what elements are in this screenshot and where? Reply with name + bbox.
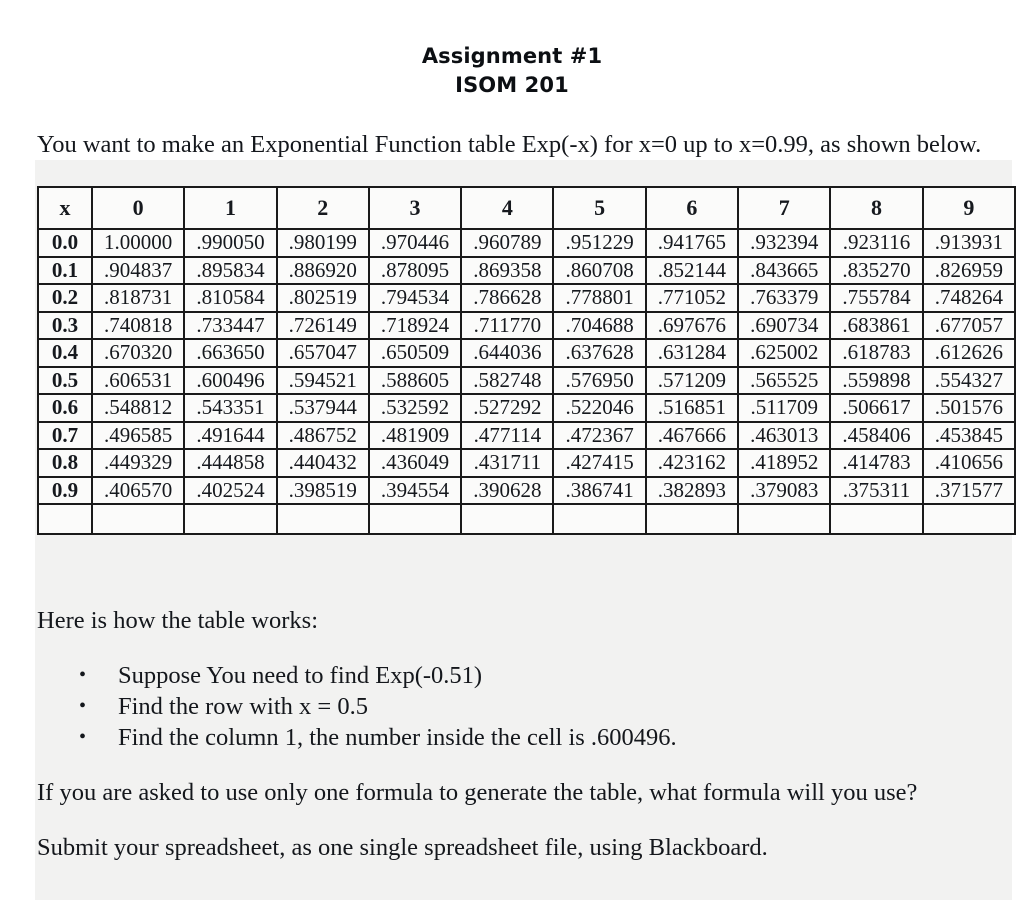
table-cell <box>277 504 369 534</box>
column-header-6: 6 <box>646 187 738 229</box>
instruction-bullet-list <box>37 660 977 753</box>
table-cell: .663650 <box>184 339 276 367</box>
table-cell: .588605 <box>369 367 461 395</box>
table-cell: .436049 <box>369 449 461 477</box>
column-header-1: 1 <box>184 187 276 229</box>
table-cell: .852144 <box>646 257 738 285</box>
row-header: 0.1 <box>38 257 92 285</box>
bullet-point-icon: • <box>79 695 87 717</box>
table-cell: .402524 <box>184 477 276 505</box>
table-cell <box>738 504 830 534</box>
table-cell: .818731 <box>92 284 184 312</box>
table-cell: .491644 <box>184 422 276 450</box>
table-cell: .486752 <box>277 422 369 450</box>
table-cell: .826959 <box>923 257 1015 285</box>
table-cell: .794534 <box>369 284 461 312</box>
column-header-4: 4 <box>461 187 553 229</box>
table-cell: .618783 <box>830 339 922 367</box>
table-cell: .414783 <box>830 449 922 477</box>
table-row <box>38 394 1015 422</box>
table-cell: .554327 <box>923 367 1015 395</box>
table-cell: .697676 <box>646 312 738 340</box>
table-cell: .382893 <box>646 477 738 505</box>
table-cell: .869358 <box>461 257 553 285</box>
table-cell: .711770 <box>461 312 553 340</box>
column-header-5: 5 <box>553 187 645 229</box>
table-body <box>38 229 1015 534</box>
column-header-2: 2 <box>277 187 369 229</box>
row-header <box>38 504 92 534</box>
table-cell: .398519 <box>277 477 369 505</box>
table-cell: .718924 <box>369 312 461 340</box>
table-cell: .418952 <box>738 449 830 477</box>
list-item-label: Suppose You need to find Exp(-0.51) <box>118 662 483 689</box>
table-cell: .670320 <box>92 339 184 367</box>
table-cell: .886920 <box>277 257 369 285</box>
row-header: 0.2 <box>38 284 92 312</box>
table-cell: .440432 <box>277 449 369 477</box>
list-item-label: Find the column 1, the number inside the cell is .600496. <box>118 724 677 751</box>
table-cell: .895834 <box>184 257 276 285</box>
table-cell: .600496 <box>184 367 276 395</box>
table-cell: .527292 <box>461 394 553 422</box>
table-cell: .932394 <box>738 229 830 257</box>
column-header-3: 3 <box>369 187 461 229</box>
table-cell: .427415 <box>553 449 645 477</box>
table-cell: .771052 <box>646 284 738 312</box>
table-cell: .690734 <box>738 312 830 340</box>
table-cell: .650509 <box>369 339 461 367</box>
course-code: ISOM 201 <box>455 73 569 97</box>
column-header-8: 8 <box>830 187 922 229</box>
table-cell: .410656 <box>923 449 1015 477</box>
table-cell: .467666 <box>646 422 738 450</box>
table-cell: .477114 <box>461 422 553 450</box>
table-cell: .778801 <box>553 284 645 312</box>
table-cell: .576950 <box>553 367 645 395</box>
table-cell: .506617 <box>830 394 922 422</box>
table-row <box>38 312 1015 340</box>
table-cell: .449329 <box>92 449 184 477</box>
table-cell: .537944 <box>277 394 369 422</box>
table-cell: .582748 <box>461 367 553 395</box>
table-cell: .571209 <box>646 367 738 395</box>
table-cell: .913931 <box>923 229 1015 257</box>
table-cell: .548812 <box>92 394 184 422</box>
table-cell: .458406 <box>830 422 922 450</box>
table-row <box>38 449 1015 477</box>
table-row <box>38 257 1015 285</box>
formula-question: If you are asked to use only one formula to generate the table, what formula will you use? <box>37 779 918 806</box>
list-item <box>37 660 977 691</box>
table-cell: .755784 <box>830 284 922 312</box>
bullet-point-icon: • <box>79 664 87 686</box>
table-cell: .786628 <box>461 284 553 312</box>
table-cell: .748264 <box>923 284 1015 312</box>
table-cell: .683861 <box>830 312 922 340</box>
row-header: 0.3 <box>38 312 92 340</box>
table-cell: .810584 <box>184 284 276 312</box>
table-cell: .511709 <box>738 394 830 422</box>
table-cell: .951229 <box>553 229 645 257</box>
row-header: 0.6 <box>38 394 92 422</box>
table-cell: .740818 <box>92 312 184 340</box>
table-cell: .631284 <box>646 339 738 367</box>
exponential-function-table <box>37 186 1016 535</box>
table-cell: .444858 <box>184 449 276 477</box>
table-cell: .394554 <box>369 477 461 505</box>
table-cell <box>92 504 184 534</box>
table-cell: .375311 <box>830 477 922 505</box>
howto-heading: Here is how the table works: <box>37 607 318 634</box>
table-cell: .677057 <box>923 312 1015 340</box>
column-header-0: 0 <box>92 187 184 229</box>
column-header-7: 7 <box>738 187 830 229</box>
table-cell: .386741 <box>553 477 645 505</box>
table-cell: .371577 <box>923 477 1015 505</box>
table-cell: .878095 <box>369 257 461 285</box>
table-cell <box>461 504 553 534</box>
table-cell: .379083 <box>738 477 830 505</box>
table-cell: .657047 <box>277 339 369 367</box>
table-cell: .704688 <box>553 312 645 340</box>
list-item <box>37 691 977 722</box>
table-header <box>38 187 1015 229</box>
table-cell: .431711 <box>461 449 553 477</box>
table-cell: .763379 <box>738 284 830 312</box>
list-item-label: Find the row with x = 0.5 <box>118 693 368 720</box>
row-header: 0.4 <box>38 339 92 367</box>
table-cell: .594521 <box>277 367 369 395</box>
table-corner-header: x <box>38 187 92 229</box>
list-item <box>37 722 977 753</box>
table-cell: .637628 <box>553 339 645 367</box>
table-cell: .733447 <box>184 312 276 340</box>
table-cell: .501576 <box>923 394 1015 422</box>
table-cell: .941765 <box>646 229 738 257</box>
table-cell: .970446 <box>369 229 461 257</box>
table-cell: .390628 <box>461 477 553 505</box>
submission-instruction: Submit your spreadsheet, as one single spreadsheet file, using Blackboard. <box>37 834 768 861</box>
table-cell: .835270 <box>830 257 922 285</box>
table-cell: .406570 <box>92 477 184 505</box>
table-cell: .496585 <box>92 422 184 450</box>
table-cell: .522046 <box>553 394 645 422</box>
table-cell: .472367 <box>553 422 645 450</box>
column-header-9: 9 <box>923 187 1015 229</box>
table-row <box>38 422 1015 450</box>
row-header: 0.5 <box>38 367 92 395</box>
table-cell <box>923 504 1015 534</box>
table-cell: .453845 <box>923 422 1015 450</box>
document-header <box>0 42 1024 100</box>
table-cell: .516851 <box>646 394 738 422</box>
table-cell: .565525 <box>738 367 830 395</box>
row-header: 0.7 <box>38 422 92 450</box>
row-header: 0.9 <box>38 477 92 505</box>
table-row <box>38 229 1015 257</box>
table-cell: .960789 <box>461 229 553 257</box>
table-header-row <box>38 187 1015 229</box>
table-cell: .990050 <box>184 229 276 257</box>
table-cell <box>553 504 645 534</box>
table-cell: .532592 <box>369 394 461 422</box>
row-header: 0.8 <box>38 449 92 477</box>
row-header: 0.0 <box>38 229 92 257</box>
table-cell: .843665 <box>738 257 830 285</box>
table-cell: .644036 <box>461 339 553 367</box>
table-cell <box>369 504 461 534</box>
table-cell: .860708 <box>553 257 645 285</box>
table-cell: .463013 <box>738 422 830 450</box>
table-row <box>38 504 1015 534</box>
table-cell: .481909 <box>369 422 461 450</box>
table-cell <box>646 504 738 534</box>
table-cell: .923116 <box>830 229 922 257</box>
table-row <box>38 367 1015 395</box>
table-cell: .726149 <box>277 312 369 340</box>
table-cell: .423162 <box>646 449 738 477</box>
table-cell: .980199 <box>277 229 369 257</box>
table-cell: .543351 <box>184 394 276 422</box>
table-cell: .559898 <box>830 367 922 395</box>
table-row <box>38 339 1015 367</box>
table-cell: .612626 <box>923 339 1015 367</box>
table-cell: .904837 <box>92 257 184 285</box>
table-cell: .625002 <box>738 339 830 367</box>
table-cell: .802519 <box>277 284 369 312</box>
bullet-point-icon: • <box>79 726 87 748</box>
intro-paragraph: You want to make an Exponential Function table Exp(-x) for x=0 up to x=0.99, as shown below. <box>37 131 982 158</box>
table-cell <box>830 504 922 534</box>
table-cell: .606531 <box>92 367 184 395</box>
table-cell: 1.00000 <box>92 229 184 257</box>
assignment-title: Assignment #1 <box>421 44 603 68</box>
table-cell <box>184 504 276 534</box>
table-row <box>38 284 1015 312</box>
table-row <box>38 477 1015 505</box>
